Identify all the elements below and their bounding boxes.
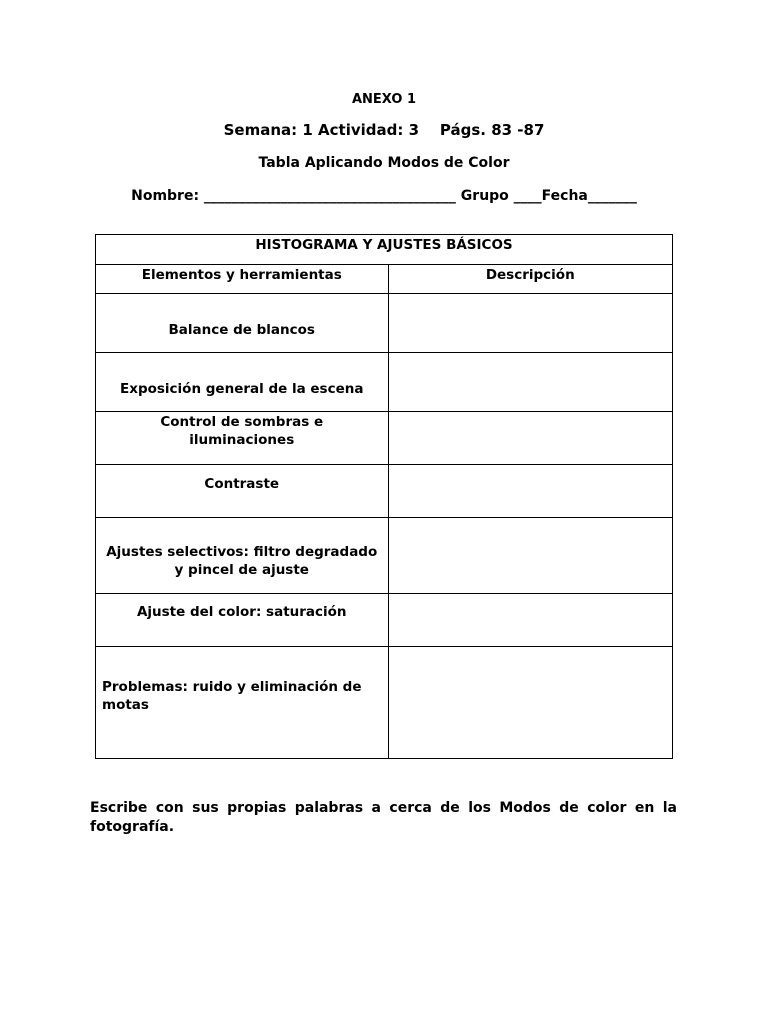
instruction-text: Escribe con sus propias palabras a cerca de los Modos de color en la fotografía. bbox=[90, 800, 677, 835]
description-cell[interactable] bbox=[388, 465, 673, 518]
description-cell[interactable] bbox=[388, 412, 673, 465]
row-label-contraste: Contraste bbox=[96, 465, 389, 518]
annex-heading: ANEXO 1 bbox=[351, 92, 416, 107]
table-row bbox=[96, 465, 673, 518]
table-row bbox=[96, 594, 673, 647]
description-cell[interactable] bbox=[388, 518, 673, 594]
row-label-exposicion: Exposición general de la escena bbox=[96, 353, 389, 412]
column-header-descripcion: Descripción bbox=[388, 265, 673, 294]
histogram-table bbox=[95, 234, 673, 759]
table-header-row bbox=[96, 265, 673, 294]
row-label-balance-blancos: Balance de blancos bbox=[96, 294, 389, 353]
page-title: Tabla Aplicando Modos de Color bbox=[258, 155, 510, 171]
description-cell[interactable] bbox=[388, 353, 673, 412]
table-row bbox=[96, 353, 673, 412]
name-group-date-line: Nombre: ____________________________________ Grupo ____Fecha_______ bbox=[131, 188, 637, 204]
row-label-ajustes-selectivos: Ajustes selectivos: filtro degradado y pincel de ajuste bbox=[96, 518, 389, 594]
row-label-sombras-iluminaciones: Control de sombras e iluminaciones bbox=[96, 412, 389, 465]
table-row bbox=[96, 294, 673, 353]
description-cell[interactable] bbox=[388, 647, 673, 759]
row-label-ajuste-color: Ajuste del color: saturación bbox=[96, 594, 389, 647]
table-title: HISTOGRAMA Y AJUSTES BÁSICOS bbox=[96, 235, 673, 265]
description-cell[interactable] bbox=[388, 294, 673, 353]
table-row bbox=[96, 518, 673, 594]
row-label-problemas: Problemas: ruido y eliminación de motas bbox=[96, 647, 389, 759]
week-activity-line: Semana: 1 Actividad: 3 Págs. 83 -87 bbox=[223, 121, 545, 139]
description-cell[interactable] bbox=[388, 594, 673, 647]
column-header-elementos: Elementos y herramientas bbox=[96, 265, 389, 294]
table-title-row bbox=[96, 235, 673, 265]
table-row bbox=[96, 412, 673, 465]
table-row bbox=[96, 647, 673, 759]
